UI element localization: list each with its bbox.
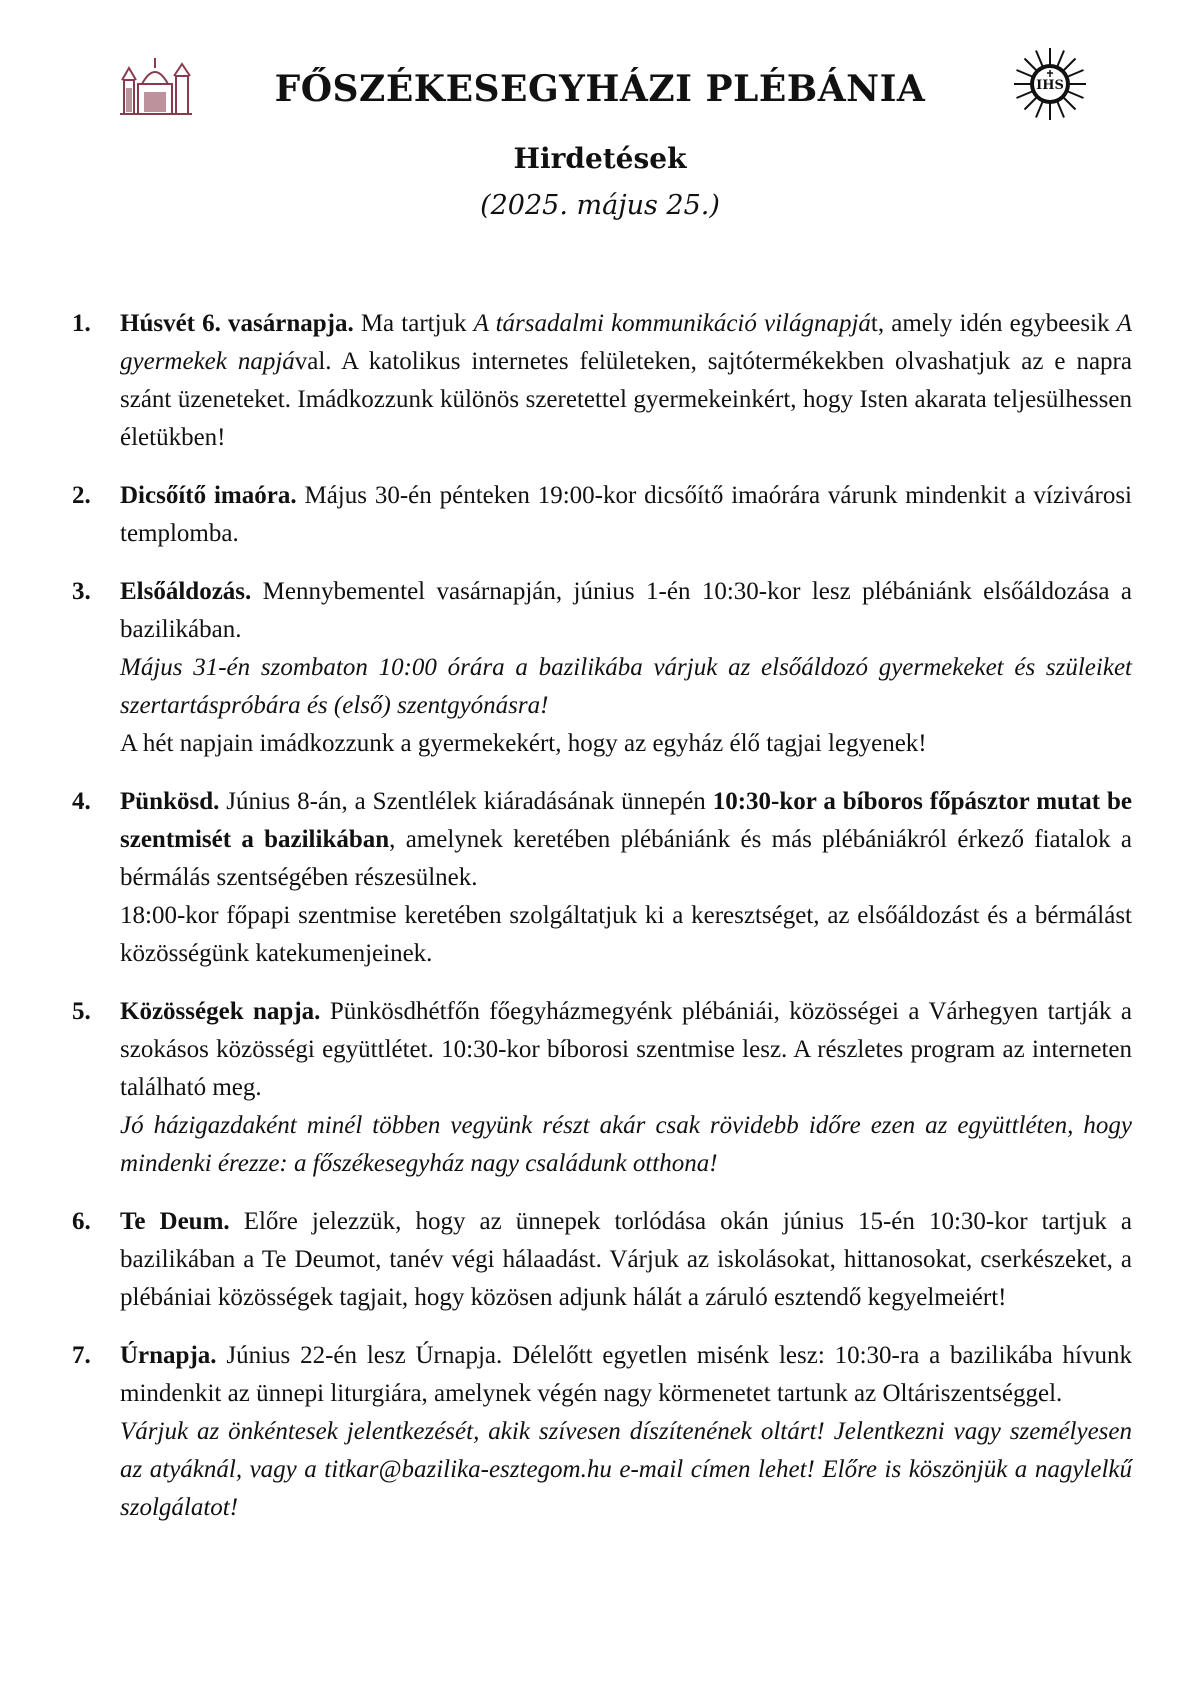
item-italic-note: Jó házigazdaként minél többen vegyünk részt akár csak rövidebb időre ezen az együttléten, hogy mindenki érezze: a főszékesegyház nagy családunk otthona!: [120, 1112, 1132, 1177]
item-heading: Úrnapja.: [120, 1342, 217, 1369]
item-text: Mennybementel vasárnapján, június 1-én 10:30-kor lesz plébániánk elsőáldozása a bazilikában.: [120, 578, 1132, 643]
announcement-date: (2025. május 25.): [480, 190, 720, 221]
announcement-item: [72, 305, 1132, 457]
item-number: 2.: [72, 482, 91, 509]
item-number: 4.: [72, 788, 91, 815]
item-heading: Dicsőítő imaóra.: [120, 482, 297, 509]
item-paragraph: [120, 783, 1132, 897]
item-number: 7.: [72, 1342, 91, 1369]
item-text: t, amely idén egybeesik: [870, 310, 1117, 337]
page-title: FŐSZÉKESEGYHÁZI PLÉBÁNIA: [274, 68, 926, 110]
page-subtitle: Hirdetések: [513, 142, 687, 175]
item-number: 1.: [72, 310, 91, 337]
item-text: Június 22-én lesz Úrnapja. Délelőtt egyetlen misénk lesz: 10:30-ra a bazilikába hívunk mindenkit az ünnepi liturgiára, amelynek végén nagy körmenetet tartunk az Oltáriszentséggel.: [120, 1342, 1132, 1407]
item-text: Ma tartjuk: [353, 310, 474, 337]
item-text: Május 30-én pénteken 19:00-kor dicsőítő imaórára várunk mindenkit a vízivárosi templomba.: [120, 482, 1132, 547]
item-italic-note: Május 31-én szombaton 10:00 órára a bazilikába várjuk az elsőáldozó gyermekeket és szüleiket szertartáspróbára és (első) szentgyónásra!: [120, 654, 1132, 719]
ihs-monogram: IHS: [1036, 78, 1064, 93]
item-text: val. A katolikus internetes felületeken, sajtótermékekben olvashatjuk az e napra szánt üzeneteket. Imádkozzunk különös szeretettel gyermekeinkért, hogy Isten akarata teljesülhessen életükben!: [120, 348, 1132, 451]
item-paragraph: [120, 1203, 1132, 1317]
item-followup: A hét napjain imádkozzunk a gyermekekért, hogy az egyház élő tagjai legyenek!: [120, 730, 927, 757]
item-paragraph: [120, 993, 1132, 1107]
item-number: 3.: [72, 578, 91, 605]
item-number: 5.: [72, 998, 91, 1025]
item-paragraph: [120, 477, 1132, 553]
announcement-item: [72, 783, 1132, 973]
item-paragraph: [120, 305, 1132, 457]
announcement-item: [72, 1203, 1132, 1317]
item-heading: Húsvét 6. vasárnapja.: [120, 310, 354, 337]
item-text: Előre jelezzük, hogy az ünnepek torlódása okán június 15-én 10:30-kor tartjuk a bazilikában a Te Deumot, tanév végi hálaadást. Várjuk az iskolásokat, hittanosokat, cserkészeket, a plébániai közösségek tagjait, hogy közösen adjunk hálát a záruló esztendő kegyelmeiért!: [120, 1208, 1132, 1311]
item-bold-text: 10:30-kor a bíboros főpásztor mutat be szentmisét a bazilikában: [120, 788, 1132, 853]
item-followup: 18:00-kor főpapi szentmise keretében szolgáltatjuk ki a keresztséget, az elsőáldozást és a bérmálást közösségünk katekumenjeinek.: [120, 902, 1132, 967]
announcement-item: [72, 573, 1132, 763]
item-heading: Te Deum.: [120, 1208, 230, 1235]
item-italic-note: Várjuk az önkéntesek jelentkezését, akik szívesen díszítenének oltárt! Jelentkezni vagy személyesen az atyáknál, vagy a titkar@bazilika-esztegom.hu e-mail címen lehet! Előre is köszönjük a nagylelkű szolgálatot!: [120, 1418, 1132, 1521]
ihs-sunburst-icon: [1012, 46, 1088, 122]
item-heading: Pünkösd.: [120, 788, 220, 815]
announcement-item: [72, 993, 1132, 1183]
page-header: [0, 46, 1200, 126]
announcement-item: [72, 477, 1132, 553]
announcement-item: [72, 1337, 1132, 1527]
item-text: Június 8-án, a Szentlélek kiáradásának ünnepén: [219, 788, 713, 815]
item-italic-text: A gyermekek napjá: [120, 310, 1132, 375]
announcement-list: [72, 305, 1132, 1547]
item-heading: Közösségek napja.: [120, 998, 321, 1025]
item-paragraph: [120, 573, 1132, 649]
item-text: , amelynek keretében plébániánk és más plébániákról érkező fiatalok a bérmálás szentségében részesülnek.: [120, 826, 1132, 891]
item-paragraph: [120, 1337, 1132, 1413]
item-number: 6.: [72, 1208, 91, 1235]
item-text: Pünkösdhétfőn főegyházmegyénk plébániái, közösségei a Várhegyen tartják a szokásos közösségi együttlétet. 10:30-kor bíborosi szentmise lesz. A részletes program az interneten található meg.: [120, 998, 1132, 1101]
item-heading: Elsőáldozás.: [120, 578, 252, 605]
item-italic-text: A társadalmi kommunikáció világnapjá: [473, 310, 871, 337]
